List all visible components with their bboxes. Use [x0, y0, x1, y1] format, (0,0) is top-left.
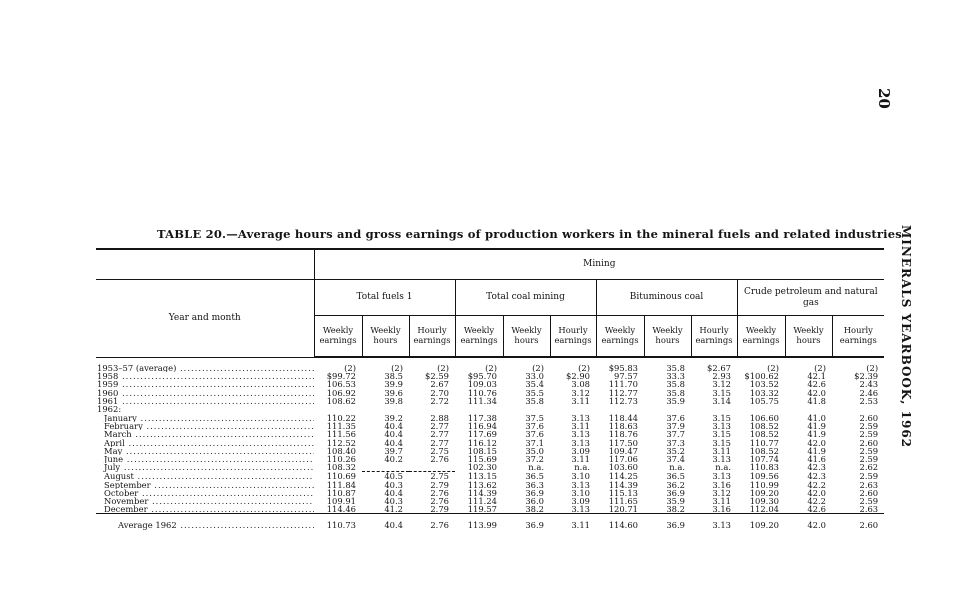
data-cell: (2)	[485, 363, 497, 373]
data-cell: 2.46	[859, 387, 879, 398]
earnings-table	[96, 248, 884, 536]
data-cell: 3.13	[571, 437, 590, 448]
section-header-total-coal: Total coal mining	[455, 280, 596, 316]
data-cell: 40.4	[384, 437, 403, 448]
data-cell: 109.30	[749, 496, 779, 507]
data-cell: 114.46	[326, 504, 356, 515]
avg-cell: 36.9	[503, 514, 550, 537]
data-cell: 38.2	[666, 504, 685, 515]
data-cell: 33.0	[525, 371, 544, 382]
row-label: 1958 .....	[97, 372, 314, 380]
data-cell: 3.13	[712, 421, 731, 432]
data-cell: 2.63	[859, 504, 879, 515]
avg-cell: 113.99	[455, 514, 503, 537]
data-cell: 41.9	[807, 429, 826, 440]
subheader-weekly-earnings: Weekly earnings	[455, 316, 503, 358]
data-cell: 35.8	[525, 395, 544, 406]
data-cell: 37.7	[666, 429, 685, 440]
data-cell: 2.59	[859, 454, 879, 465]
data-cell: 120.71	[608, 504, 638, 515]
data-cell: 110.22	[326, 413, 356, 424]
data-cell: 37.5	[525, 413, 544, 424]
data-cell: (2)	[532, 363, 544, 373]
row-label: April .....	[104, 439, 314, 447]
row-label: July .....	[104, 463, 314, 472]
data-cell: 119.57	[467, 504, 497, 515]
data-cell: 3.15	[712, 437, 731, 448]
data-cell: 3.13	[571, 479, 590, 490]
data-cell: (2)	[578, 363, 590, 373]
data-cell: 109.91	[326, 496, 356, 507]
data-cell: 3.12	[712, 379, 731, 390]
data-cell: 35.9	[666, 395, 685, 406]
data-cell: 108.62	[326, 395, 356, 406]
data-cell: 2.60	[859, 487, 879, 498]
data-cell: 35.0	[525, 445, 544, 456]
data-cell: 35.2	[666, 445, 685, 456]
data-cell: 39.6	[384, 387, 403, 398]
data-cell: 2.77	[430, 421, 449, 432]
row-label: June .....	[104, 455, 314, 463]
data-cell: 35.8	[666, 363, 685, 373]
data-cell: 3.15	[712, 429, 731, 440]
avg-cell: 36.9	[644, 514, 691, 537]
data-cell: 40.5	[384, 471, 403, 482]
data-cell: 42.3	[807, 462, 826, 473]
data-cell: 118.44	[608, 413, 638, 424]
data-cell: 40.3	[384, 496, 403, 507]
data-cell: 37.4	[666, 454, 685, 465]
data-cell: 114.39	[608, 479, 638, 490]
data-cell: 110.99	[749, 479, 779, 490]
data-cell: 112.73	[608, 395, 638, 406]
data-cell: 3.16	[712, 504, 731, 515]
data-cell: 2.76	[430, 454, 449, 465]
data-cell: 108.32	[326, 462, 356, 473]
data-cell: 40.3	[384, 479, 403, 490]
table-body	[96, 357, 884, 514]
data-cell: (2)	[866, 363, 879, 373]
data-cell: 2.76	[430, 487, 449, 498]
subheader-hourly-earnings: Hourly earnings	[832, 316, 884, 358]
subheader-weekly-hours: Weekly hours	[644, 316, 691, 358]
subheader-weekly-hours: Weekly hours	[785, 316, 832, 358]
data-cell: 2.60	[859, 437, 879, 448]
data-cell: 40.4	[384, 421, 403, 432]
data-cell: 110.83	[749, 462, 779, 473]
data-cell: 106.53	[326, 379, 356, 390]
row-label: November .....	[104, 497, 314, 505]
data-cell: 110.87	[326, 487, 356, 498]
year-month-header: Year and month	[96, 280, 314, 358]
row-label: 1961 .....	[97, 397, 314, 405]
data-cell: 111.24	[467, 496, 497, 507]
data-cell: 3.11	[571, 395, 590, 406]
table-title: TABLE 20.—Average hours and gross earnings of production workers in the mineral fuels and related industries	[157, 227, 902, 241]
row-label: October .....	[104, 489, 314, 497]
data-cell: 2.75	[430, 471, 449, 482]
data-cell: 2.93	[712, 371, 731, 382]
avg-cell: 40.4	[362, 514, 409, 537]
data-cell: 2.76	[430, 496, 449, 507]
data-cell: 117.69	[467, 429, 497, 440]
data-cell: 111.56	[326, 429, 356, 440]
data-cell: 42.2	[807, 479, 826, 490]
data-cell: 2.88	[430, 413, 449, 424]
page-number: 20	[875, 88, 893, 109]
table-row	[96, 505, 884, 514]
data-cell: 113.15	[467, 471, 497, 482]
row-label: May .....	[104, 447, 314, 455]
data-cell: (2)	[344, 363, 356, 373]
data-cell: 108.52	[749, 429, 779, 440]
data-cell: 109.56	[749, 471, 779, 482]
data-cell: 36.9	[525, 487, 544, 498]
data-cell: 42.1	[807, 371, 826, 382]
data-table-container	[96, 248, 883, 536]
data-cell: 116.94	[467, 421, 497, 432]
data-cell: 40.4	[384, 487, 403, 498]
mining-header: Mining	[314, 249, 884, 280]
data-cell: 111.84	[326, 479, 356, 490]
data-cell: 42.6	[807, 379, 826, 390]
data-cell: $100.62	[744, 371, 779, 382]
data-cell: 106.60	[749, 413, 779, 424]
data-cell: n.a.	[669, 462, 685, 473]
data-cell: 41.6	[807, 454, 826, 465]
data-cell: 37.2	[525, 454, 544, 465]
data-cell: 115.13	[608, 487, 638, 498]
data-cell: 2.77	[430, 437, 449, 448]
table-row	[96, 397, 884, 405]
row-label: 1953–57 (average) .....	[97, 363, 314, 372]
data-cell: 106.92	[326, 387, 356, 398]
data-cell: $2.59	[425, 371, 449, 382]
row-label: March .....	[104, 430, 314, 438]
data-cell: 114.25	[608, 471, 638, 482]
data-cell: (2)	[391, 363, 403, 373]
row-label: February .....	[104, 422, 314, 430]
data-cell: 35.8	[666, 387, 685, 398]
data-cell: 3.11	[712, 496, 731, 507]
data-cell: $99.72	[326, 371, 356, 382]
data-cell: 42.0	[807, 487, 826, 498]
data-cell: 103.32	[749, 387, 779, 398]
subheader-weekly-hours: Weekly hours	[362, 316, 409, 358]
data-cell: 42.2	[807, 496, 826, 507]
data-cell: 38.2	[525, 504, 544, 515]
data-cell: 3.11	[571, 454, 590, 465]
data-cell: 40.2	[384, 454, 403, 465]
data-cell: 117.38	[467, 413, 497, 424]
data-cell: 3.16	[712, 479, 731, 490]
data-cell: 37.6	[525, 421, 544, 432]
data-cell: 2.43	[859, 379, 879, 390]
data-cell: 3.13	[712, 471, 731, 482]
data-cell: 112.52	[326, 437, 356, 448]
section-header-bituminous: Bituminous coal	[596, 280, 737, 316]
data-cell: 2.75	[430, 445, 449, 456]
data-cell: 36.5	[666, 471, 685, 482]
data-cell: 110.26	[326, 454, 356, 465]
data-cell: 2.59	[859, 496, 879, 507]
data-cell: 3.12	[712, 487, 731, 498]
data-cell: 36.0	[525, 496, 544, 507]
avg-cell: 2.60	[832, 514, 884, 537]
avg-cell: 2.76	[409, 514, 455, 537]
data-cell: 37.1	[525, 437, 544, 448]
data-cell: $2.90	[566, 371, 590, 382]
data-cell: 2.60	[859, 413, 879, 424]
data-cell: 3.09	[571, 445, 590, 456]
data-cell: 41.8	[807, 395, 826, 406]
average-row	[96, 514, 884, 537]
data-cell: 37.6	[666, 413, 685, 424]
data-cell: 39.8	[384, 395, 403, 406]
subheader-weekly-earnings: Weekly earnings	[314, 316, 362, 358]
data-cell: 111.70	[608, 379, 638, 390]
data-cell: 37.9	[666, 421, 685, 432]
data-cell: 2.72	[430, 395, 449, 406]
data-cell: 97.57	[614, 371, 638, 382]
data-cell: 41.2	[384, 504, 403, 515]
data-cell: 107.74	[749, 454, 779, 465]
data-cell: 39.9	[384, 379, 403, 390]
data-cell: 3.13	[571, 413, 590, 424]
data-cell: 42.0	[807, 437, 826, 448]
data-cell: 117.50	[608, 437, 638, 448]
avg-cell: 3.13	[691, 514, 737, 537]
avg-cell: 114.60	[596, 514, 644, 537]
data-cell: 41.9	[807, 421, 826, 432]
data-cell: (2)	[767, 363, 779, 373]
data-cell: 2.77	[430, 429, 449, 440]
data-cell: n.a.	[715, 462, 731, 473]
data-cell: 3.11	[712, 445, 731, 456]
data-cell: 35.4	[525, 379, 544, 390]
row-label: December .....	[104, 505, 314, 514]
data-cell: 2.70	[430, 387, 449, 398]
data-cell: 2.67	[430, 379, 449, 390]
row-label: August .....	[104, 472, 314, 481]
data-cell: 37.3	[666, 437, 685, 448]
data-cell: $95.70	[467, 371, 497, 382]
data-cell: 108.40	[326, 445, 356, 456]
data-cell: 36.3	[525, 479, 544, 490]
data-cell: 3.15	[712, 413, 731, 424]
data-cell: (2)	[814, 363, 826, 373]
data-cell: 38.5	[384, 371, 403, 382]
data-cell: n.a.	[528, 462, 544, 473]
data-cell: $95.83	[608, 363, 638, 373]
data-cell: 35.9	[666, 496, 685, 507]
data-cell: 103.52	[749, 379, 779, 390]
data-cell: 3.10	[571, 471, 590, 482]
row-label: 1959 .....	[97, 380, 314, 388]
data-cell: 2.59	[859, 421, 879, 432]
subheader-weekly-earnings: Weekly earnings	[737, 316, 785, 358]
data-cell: 36.2	[666, 479, 685, 490]
data-cell: 41.9	[807, 445, 826, 456]
data-cell: 39.7	[384, 445, 403, 456]
data-cell: 109.03	[467, 379, 497, 390]
data-cell: 3.11	[571, 421, 590, 432]
data-cell: 111.35	[326, 421, 356, 432]
row-label: 1962:	[97, 405, 122, 415]
subheader-hourly-earnings: Hourly earnings	[550, 316, 596, 358]
data-cell: 41.0	[807, 413, 826, 424]
data-cell: 40.4	[384, 429, 403, 440]
data-cell: 3.09	[571, 496, 590, 507]
data-cell: 109.47	[608, 445, 638, 456]
data-cell: 115.69	[467, 454, 497, 465]
average-label: Average 1962 .....	[118, 520, 314, 530]
data-cell: 2.53	[859, 395, 879, 406]
table-row	[96, 357, 884, 372]
data-cell: n.a.	[574, 462, 590, 473]
data-cell: 112.77	[608, 387, 638, 398]
data-cell: 110.77	[749, 437, 779, 448]
data-cell: 2.59	[859, 445, 879, 456]
data-cell: 2.62	[859, 462, 879, 473]
data-cell: 102.30	[467, 462, 497, 473]
data-cell: 114.39	[467, 487, 497, 498]
row-label: January .....	[104, 414, 314, 422]
avg-cell: 42.0	[785, 514, 832, 537]
subheader-weekly-hours: Weekly hours	[503, 316, 550, 358]
data-cell: 111.65	[608, 496, 638, 507]
data-cell: 113.62	[467, 479, 497, 490]
data-cell: 118.76	[608, 429, 638, 440]
subheader-weekly-earnings: Weekly earnings	[596, 316, 644, 358]
data-cell: 2.79	[430, 479, 449, 490]
data-cell: 105.75	[749, 395, 779, 406]
data-cell: 42.3	[807, 471, 826, 482]
data-cell: 3.12	[571, 387, 590, 398]
year-header-blank	[96, 249, 314, 280]
row-label: September .....	[104, 481, 314, 489]
data-cell: 2.59	[859, 429, 879, 440]
data-cell: 33.3	[666, 371, 685, 382]
data-cell: 108.15	[467, 445, 497, 456]
data-cell: 42.0	[807, 387, 826, 398]
data-cell: 3.15	[712, 387, 731, 398]
data-cell: 3.10	[571, 487, 590, 498]
avg-cell: 110.73	[314, 514, 362, 537]
data-cell: 35.5	[525, 387, 544, 398]
data-cell: 116.12	[467, 437, 497, 448]
data-cell: 108.52	[749, 421, 779, 432]
data-cell: 103.60	[608, 462, 638, 473]
data-cell: 117.06	[608, 454, 638, 465]
subheader-hourly-earnings: Hourly earnings	[691, 316, 737, 358]
running-head: MINERALS YEARBOOK, 1962	[899, 225, 913, 449]
data-cell: 3.13	[571, 429, 590, 440]
avg-cell: 109.20	[737, 514, 785, 537]
data-cell: 118.63	[608, 421, 638, 432]
data-cell: 111.34	[467, 395, 497, 406]
section-header-total-fuels: Total fuels 1	[314, 280, 455, 316]
data-cell: 36.5	[525, 471, 544, 482]
data-cell: $2.39	[854, 371, 879, 382]
data-cell: 112.04	[749, 504, 779, 515]
data-cell: 37.6	[525, 429, 544, 440]
subheader-hourly-earnings: Hourly earnings	[409, 316, 455, 358]
data-cell: 109.20	[749, 487, 779, 498]
data-cell: 3.13	[712, 454, 731, 465]
avg-cell: 3.11	[550, 514, 596, 537]
data-cell: 39.2	[384, 413, 403, 424]
row-label: 1960 .....	[97, 389, 314, 397]
data-cell: 108.52	[749, 445, 779, 456]
data-cell: 42.6	[807, 504, 826, 515]
data-cell: (2)	[437, 363, 449, 373]
data-cell: 2.59	[859, 471, 879, 482]
data-cell: 3.13	[571, 504, 590, 515]
data-cell: 3.08	[571, 379, 590, 390]
data-cell: $2.67	[707, 363, 731, 373]
data-cell: 36.9	[666, 487, 685, 498]
data-cell: 3.14	[712, 395, 731, 406]
data-cell: 110.76	[467, 387, 497, 398]
data-cell: 2.63	[859, 479, 879, 490]
data-cell: 2.79	[430, 504, 449, 515]
data-cell: 35.8	[666, 379, 685, 390]
section-header-petroleum: Crude petroleum and natural gas	[737, 280, 884, 316]
data-cell: 110.69	[326, 471, 356, 482]
